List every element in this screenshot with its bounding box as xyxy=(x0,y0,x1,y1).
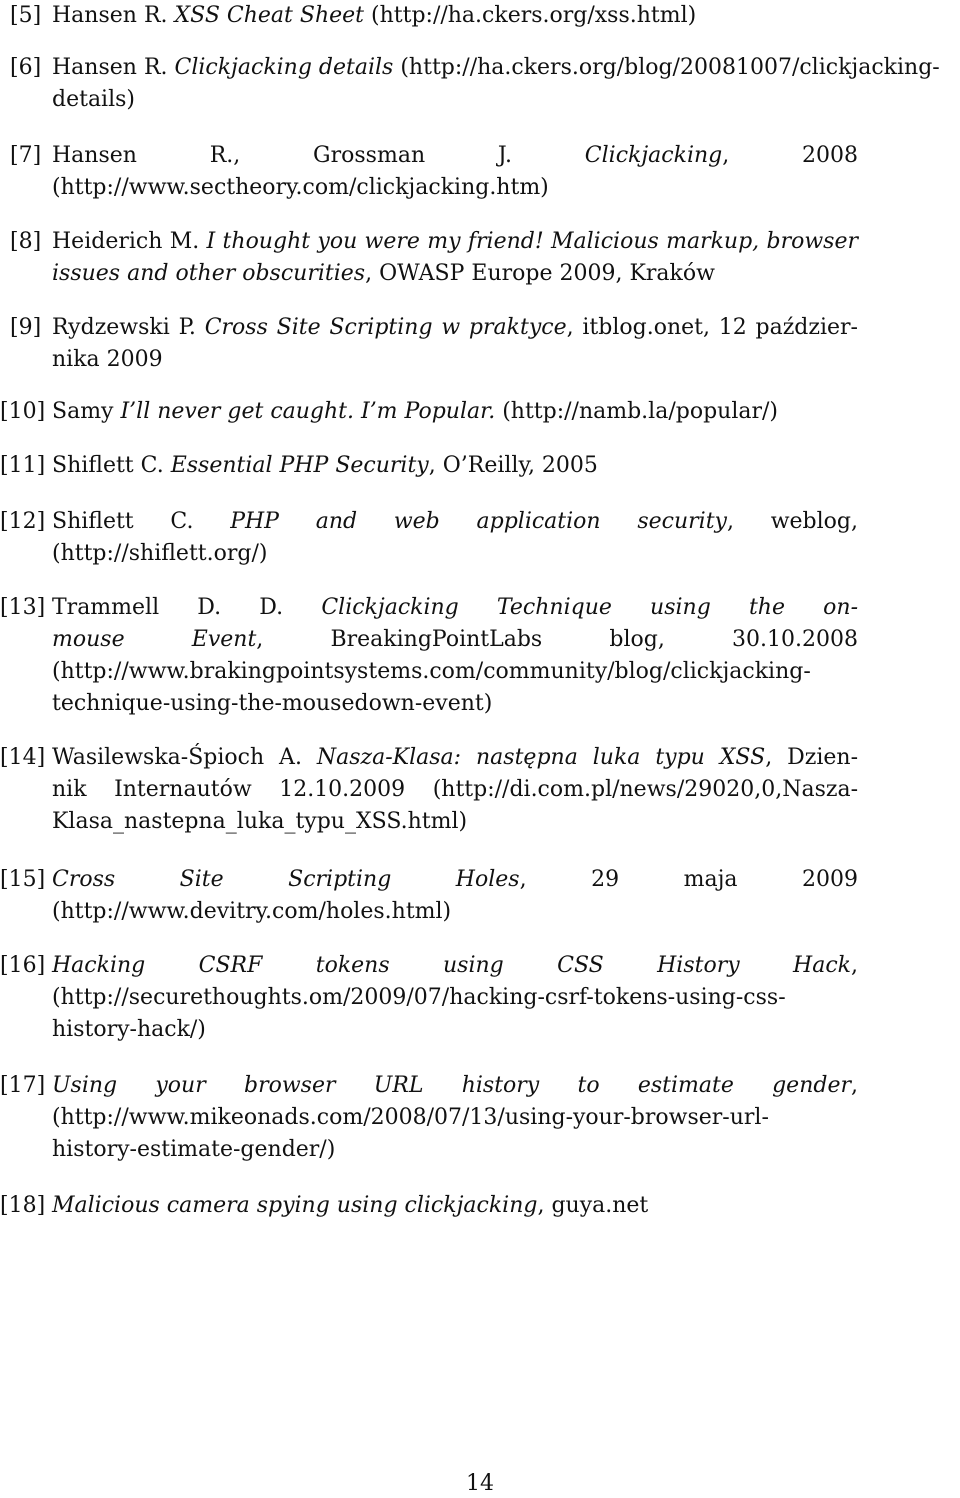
reference-title-segment: XSS Cheat Sheet xyxy=(174,3,365,28)
reference-plain-segment: (http://securethoughts.om/2009/07/hacking-csrf-tokens-using-css- xyxy=(52,985,786,1010)
reference-number: [17] xyxy=(0,1073,46,1098)
reference-line xyxy=(52,864,858,896)
reference-number: [14] xyxy=(0,745,46,770)
reference-number: [5] xyxy=(10,3,42,28)
reference-plain-segment: Samy xyxy=(52,399,121,424)
reference-line xyxy=(52,624,858,656)
reference-text xyxy=(52,742,858,838)
reference-line xyxy=(52,344,858,376)
reference-text xyxy=(52,1070,858,1166)
reference-line xyxy=(52,1014,858,1046)
reference-plain-segment: Trammell D. D. xyxy=(52,595,322,620)
reference-plain-segment: , O’Reilly, 2005 xyxy=(428,453,598,478)
reference-plain-segment: (http://www.brakingpointsystems.com/community/blog/clickjacking- xyxy=(52,659,811,684)
reference-plain-segment: Hansen R., Grossman J. xyxy=(52,143,585,168)
reference-plain-segment: history-hack/) xyxy=(52,1017,206,1042)
reference-title-segment: Clickjacking xyxy=(584,143,723,168)
reference-line xyxy=(52,656,858,688)
reference-text xyxy=(52,506,858,570)
reference-line xyxy=(52,506,858,538)
reference-plain-segment: technique-using-the-mousedown-event) xyxy=(52,691,493,716)
reference-line xyxy=(52,312,858,344)
reference-title-segment: mouse Event xyxy=(52,627,257,652)
reference-plain-segment: , BreakingPointLabs blog, 30.10.2008 xyxy=(256,627,858,652)
reference-plain-segment: Rydzewski P. xyxy=(52,315,205,340)
reference-plain-segment: (http://namb.la/popular/) xyxy=(495,399,778,424)
reference-number: [7] xyxy=(10,143,42,168)
reference-text xyxy=(52,52,940,116)
reference-plain-segment: nika 2009 xyxy=(52,347,163,372)
reference-line xyxy=(52,226,858,258)
reference-line xyxy=(52,140,858,172)
reference-plain-segment: Wasilewska-Śpioch A. xyxy=(52,745,317,770)
reference-line xyxy=(52,742,858,774)
reference-plain-segment: (http://ha.ckers.org/blog/20081007/clickjacking- xyxy=(393,55,940,80)
reference-plain-segment: , 2008 xyxy=(722,143,858,168)
reference-title-segment: Using your browser URL history to estimate gender xyxy=(52,1073,851,1098)
reference-title-segment: Cross Site Scripting Holes xyxy=(52,867,520,892)
reference-plain-segment: Hansen R. xyxy=(52,55,175,80)
reference-line xyxy=(52,592,858,624)
reference-plain-segment: Shiflett C. xyxy=(52,453,171,478)
reference-text xyxy=(52,396,858,428)
reference-title-segment: Cross Site Scripting w praktyce xyxy=(204,315,567,340)
reference-title-segment: Clickjacking Technique using the on- xyxy=(321,595,859,620)
reference-number: [9] xyxy=(10,315,42,340)
reference-text xyxy=(52,226,858,290)
reference-plain-segment: (http://www.devitry.com/holes.html) xyxy=(52,899,452,924)
reference-plain-segment: , weblog, xyxy=(726,509,858,534)
reference-title-segment: I’ll never get caught. I’m Popular. xyxy=(120,399,496,424)
reference-line xyxy=(52,806,858,838)
reference-line xyxy=(52,52,940,84)
reference-plain-segment: , itblog.onet, 12 paździer- xyxy=(566,315,858,340)
reference-line xyxy=(52,450,858,482)
reference-text xyxy=(52,140,858,204)
reference-title-segment: I thought you were my friend! Malicious markup, browser xyxy=(206,229,858,254)
reference-number: [6] xyxy=(10,55,42,80)
reference-plain-segment: Heiderich M. xyxy=(52,229,207,254)
reference-line xyxy=(52,1102,858,1134)
reference-line xyxy=(52,950,858,982)
reference-line xyxy=(52,896,858,928)
reference-plain-segment: Shiflett C. xyxy=(52,509,231,534)
reference-title-segment: Malicious camera spying using clickjacking xyxy=(52,1193,538,1218)
reference-line xyxy=(52,538,858,570)
reference-line xyxy=(52,172,858,204)
reference-title-segment: Essential PHP Security xyxy=(170,453,429,478)
reference-plain-segment: , xyxy=(851,1073,858,1098)
reference-plain-segment: Hansen R. xyxy=(52,3,175,28)
reference-number: [8] xyxy=(10,229,42,254)
reference-title-segment: PHP and web application security xyxy=(230,509,727,534)
reference-title-segment: Hacking CSRF tokens using CSS History Hack xyxy=(52,953,851,978)
reference-plain-segment: details) xyxy=(52,87,136,112)
reference-plain-segment: (http://ha.ckers.org/xss.html) xyxy=(364,3,697,28)
reference-title-segment: Clickjacking details xyxy=(174,55,394,80)
reference-number: [13] xyxy=(0,595,46,620)
reference-plain-segment: , 29 maja 2009 xyxy=(519,867,858,892)
reference-text xyxy=(52,864,858,928)
reference-number: [18] xyxy=(0,1193,46,1218)
reference-line xyxy=(52,774,858,806)
reference-plain-segment: (http://www.sectheory.com/clickjacking.htm) xyxy=(52,175,549,200)
reference-plain-segment: , Dzien- xyxy=(765,745,858,770)
reference-line xyxy=(52,0,858,32)
reference-text xyxy=(52,312,858,376)
reference-line xyxy=(52,982,858,1014)
reference-text xyxy=(52,950,858,1046)
reference-title-segment: issues and other obscurities xyxy=(52,261,366,286)
reference-plain-segment: nik Internautów 12.10.2009 (http://di.com.pl/news/29020,0,Nasza- xyxy=(52,777,858,802)
reference-text xyxy=(52,0,858,32)
page-number: 14 xyxy=(466,1471,494,1496)
reference-text xyxy=(52,1190,858,1222)
reference-title-segment: Nasza-Klasa: następna luka typu XSS xyxy=(316,745,766,770)
reference-line xyxy=(52,1134,858,1166)
reference-plain-segment: (http://shiflett.org/) xyxy=(52,541,268,566)
reference-number: [16] xyxy=(0,953,46,978)
reference-text xyxy=(52,450,858,482)
reference-plain-segment: (http://www.mikeonads.com/2008/07/13/using-your-browser-url- xyxy=(52,1105,769,1130)
reference-text xyxy=(52,592,858,720)
reference-line xyxy=(52,1070,858,1102)
reference-line xyxy=(52,396,858,428)
reference-number: [10] xyxy=(0,399,46,424)
reference-number: [12] xyxy=(0,509,46,534)
reference-line xyxy=(52,1190,858,1222)
reference-plain-segment: , OWASP Europe 2009, Kraków xyxy=(365,261,715,286)
reference-line xyxy=(52,84,858,116)
reference-line xyxy=(52,258,858,290)
reference-plain-segment: Klasa_nastepna_luka_typu_XSS.html) xyxy=(52,809,468,834)
reference-plain-segment: , xyxy=(851,953,858,978)
reference-number: [11] xyxy=(0,453,46,478)
reference-number: [15] xyxy=(0,867,46,892)
reference-plain-segment: , guya.net xyxy=(537,1193,649,1218)
reference-line xyxy=(52,688,858,720)
reference-plain-segment: history-estimate-gender/) xyxy=(52,1137,336,1162)
